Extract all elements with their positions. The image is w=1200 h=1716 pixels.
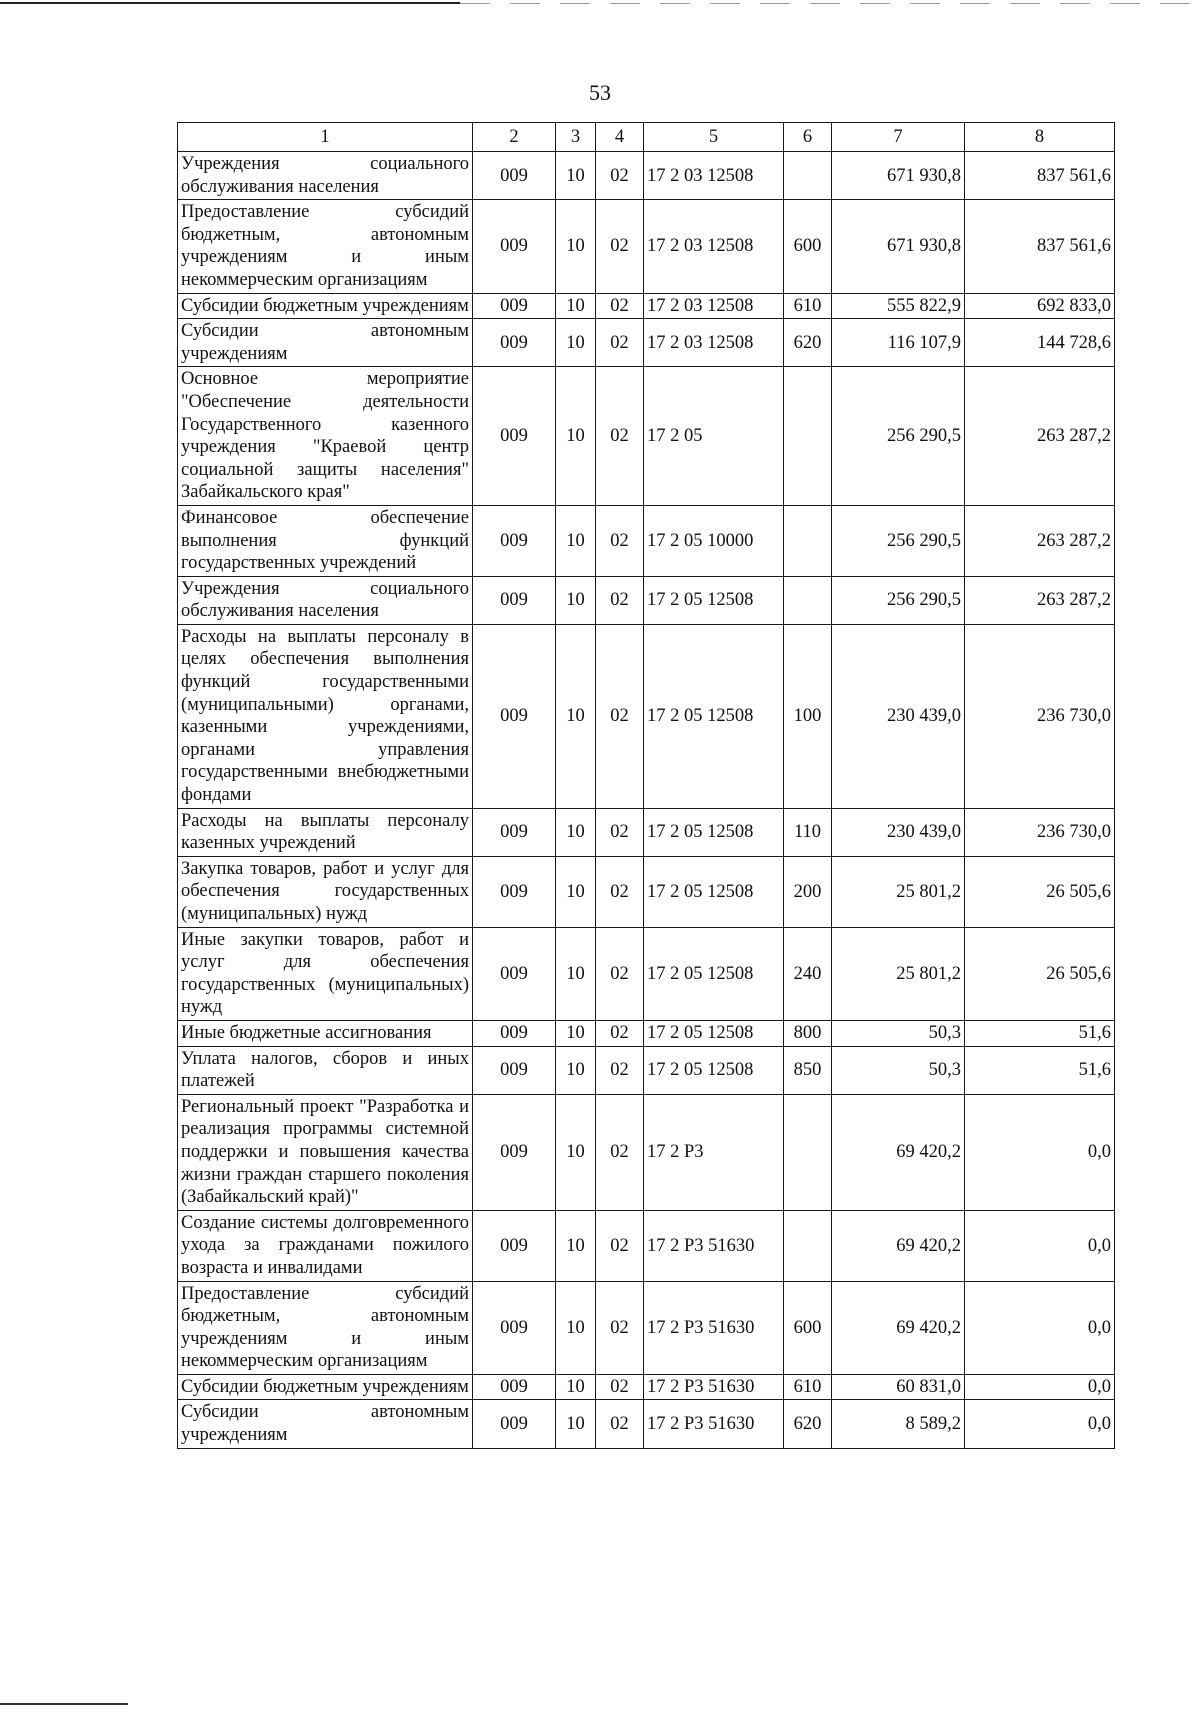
row-amount-year-1: 116 107,9 xyxy=(832,319,965,367)
row-amount-year-2: 692 833,0 xyxy=(965,293,1115,319)
row-section: 10 xyxy=(556,808,596,856)
row-subsection: 02 xyxy=(596,1094,644,1210)
row-amount-year-1: 256 290,5 xyxy=(832,576,965,624)
table-row xyxy=(178,1374,1115,1400)
table-body xyxy=(178,152,1115,1449)
table-row xyxy=(178,624,1115,808)
row-amount-year-1: 671 930,8 xyxy=(832,152,965,200)
row-name: Региональный проект "Разработка и реализация программы системной поддержки и повышения качества жизни граждан старшего поколения (Забайкальский край)" xyxy=(178,1094,473,1210)
row-name: Субсидии автономным учреждениям xyxy=(178,1400,473,1448)
row-amount-year-1: 69 420,2 xyxy=(832,1281,965,1374)
scan-edge-line-bottom xyxy=(0,1703,128,1705)
row-target-article: 17 2 05 12508 xyxy=(644,1020,784,1046)
row-section: 10 xyxy=(556,1374,596,1400)
header-col-6: 6 xyxy=(784,123,832,152)
row-section: 10 xyxy=(556,856,596,927)
row-section: 10 xyxy=(556,505,596,576)
row-amount-year-2: 263 287,2 xyxy=(965,505,1115,576)
table-row xyxy=(178,1210,1115,1281)
row-ministry-code: 009 xyxy=(473,927,556,1020)
row-ministry-code: 009 xyxy=(473,1210,556,1281)
row-ministry-code: 009 xyxy=(473,200,556,293)
row-expense-type: 600 xyxy=(784,200,832,293)
row-ministry-code: 009 xyxy=(473,856,556,927)
table-row xyxy=(178,1020,1115,1046)
table-row xyxy=(178,808,1115,856)
row-amount-year-2: 236 730,0 xyxy=(965,808,1115,856)
row-ministry-code: 009 xyxy=(473,1020,556,1046)
row-name: Субсидии бюджетным учреждениям xyxy=(178,293,473,319)
row-amount-year-1: 50,3 xyxy=(832,1046,965,1094)
row-target-article: 17 2 03 12508 xyxy=(644,293,784,319)
row-amount-year-2: 263 287,2 xyxy=(965,367,1115,506)
row-name: Субсидии автономным учреждениям xyxy=(178,319,473,367)
row-amount-year-2: 0,0 xyxy=(965,1094,1115,1210)
row-expense-type xyxy=(784,1210,832,1281)
row-target-article: 17 2 Р3 51630 xyxy=(644,1400,784,1448)
table-row xyxy=(178,927,1115,1020)
row-target-article: 17 2 05 12508 xyxy=(644,624,784,808)
row-amount-year-2: 51,6 xyxy=(965,1020,1115,1046)
row-amount-year-2: 0,0 xyxy=(965,1210,1115,1281)
row-amount-year-2: 236 730,0 xyxy=(965,624,1115,808)
row-amount-year-2: 837 561,6 xyxy=(965,200,1115,293)
page-number: 53 xyxy=(589,80,611,105)
row-section: 10 xyxy=(556,1094,596,1210)
row-expense-type: 200 xyxy=(784,856,832,927)
row-subsection: 02 xyxy=(596,624,644,808)
row-section: 10 xyxy=(556,319,596,367)
row-target-article: 17 2 05 12508 xyxy=(644,808,784,856)
row-expense-type: 610 xyxy=(784,293,832,319)
row-target-article: 17 2 05 12508 xyxy=(644,927,784,1020)
row-ministry-code: 009 xyxy=(473,505,556,576)
row-name: Финансовое обеспечение выполнения функций государственных учреждений xyxy=(178,505,473,576)
row-subsection: 02 xyxy=(596,927,644,1020)
row-subsection: 02 xyxy=(596,152,644,200)
row-target-article: 17 2 Р3 51630 xyxy=(644,1281,784,1374)
row-target-article: 17 2 Р3 xyxy=(644,1094,784,1210)
row-section: 10 xyxy=(556,152,596,200)
row-section: 10 xyxy=(556,576,596,624)
row-amount-year-2: 0,0 xyxy=(965,1374,1115,1400)
row-ministry-code: 009 xyxy=(473,293,556,319)
row-name: Учреждения социального обслуживания населения xyxy=(178,152,473,200)
row-subsection: 02 xyxy=(596,856,644,927)
row-ministry-code: 009 xyxy=(473,1094,556,1210)
row-name: Субсидии бюджетным учреждениям xyxy=(178,1374,473,1400)
row-ministry-code: 009 xyxy=(473,367,556,506)
row-target-article: 17 2 03 12508 xyxy=(644,200,784,293)
row-target-article: 17 2 05 12508 xyxy=(644,576,784,624)
row-subsection: 02 xyxy=(596,576,644,624)
row-amount-year-1: 50,3 xyxy=(832,1020,965,1046)
row-name: Закупка товаров, работ и услуг для обеспечения государственных (муниципальных) нужд xyxy=(178,856,473,927)
row-ministry-code: 009 xyxy=(473,152,556,200)
row-amount-year-1: 69 420,2 xyxy=(832,1094,965,1210)
row-section: 10 xyxy=(556,367,596,506)
row-name: Основное мероприятие "Обеспечение деятельности Государственного казенного учреждения "Краевой центр социальной защиты населения" Забайкальского края" xyxy=(178,367,473,506)
header-col-8: 8 xyxy=(965,123,1115,152)
header-col-3: 3 xyxy=(556,123,596,152)
row-expense-type xyxy=(784,367,832,506)
row-name: Предоставление субсидий бюджетным, автономным учреждениям и иным некоммерческим организациям xyxy=(178,200,473,293)
table-row xyxy=(178,505,1115,576)
row-ministry-code: 009 xyxy=(473,1281,556,1374)
row-section: 10 xyxy=(556,1046,596,1094)
table-row xyxy=(178,293,1115,319)
row-expense-type xyxy=(784,576,832,624)
row-name: Предоставление субсидий бюджетным, автономным учреждениям и иным некоммерческим организациям xyxy=(178,1281,473,1374)
row-name: Иные закупки товаров, работ и услуг для обеспечения государственных (муниципальных) нужд xyxy=(178,927,473,1020)
row-amount-year-1: 671 930,8 xyxy=(832,200,965,293)
header-col-4: 4 xyxy=(596,123,644,152)
row-amount-year-1: 230 439,0 xyxy=(832,624,965,808)
row-amount-year-2: 51,6 xyxy=(965,1046,1115,1094)
row-section: 10 xyxy=(556,1210,596,1281)
row-name: Создание системы долговременного ухода за гражданами пожилого возраста и инвалидами xyxy=(178,1210,473,1281)
row-expense-type: 800 xyxy=(784,1020,832,1046)
row-ministry-code: 009 xyxy=(473,1374,556,1400)
row-amount-year-2: 263 287,2 xyxy=(965,576,1115,624)
table-row xyxy=(178,367,1115,506)
row-amount-year-1: 8 589,2 xyxy=(832,1400,965,1448)
table-row xyxy=(178,319,1115,367)
row-expense-type: 850 xyxy=(784,1046,832,1094)
row-ministry-code: 009 xyxy=(473,1400,556,1448)
row-amount-year-1: 230 439,0 xyxy=(832,808,965,856)
row-target-article: 17 2 05 12508 xyxy=(644,856,784,927)
row-amount-year-1: 60 831,0 xyxy=(832,1374,965,1400)
scan-edge-line-top xyxy=(0,2,460,4)
header-row xyxy=(178,123,1115,152)
row-section: 10 xyxy=(556,293,596,319)
header-col-7: 7 xyxy=(832,123,965,152)
row-expense-type: 620 xyxy=(784,1400,832,1448)
row-section: 10 xyxy=(556,624,596,808)
header-col-5: 5 xyxy=(644,123,784,152)
row-subsection: 02 xyxy=(596,1400,644,1448)
row-expense-type: 100 xyxy=(784,624,832,808)
row-name: Учреждения социального обслуживания населения xyxy=(178,576,473,624)
row-target-article: 17 2 Р3 51630 xyxy=(644,1374,784,1400)
row-target-article: 17 2 05 12508 xyxy=(644,1046,784,1094)
row-ministry-code: 009 xyxy=(473,808,556,856)
table-row xyxy=(178,1400,1115,1448)
table-row xyxy=(178,152,1115,200)
row-expense-type xyxy=(784,1094,832,1210)
row-subsection: 02 xyxy=(596,505,644,576)
row-expense-type: 240 xyxy=(784,927,832,1020)
row-amount-year-1: 256 290,5 xyxy=(832,505,965,576)
row-subsection: 02 xyxy=(596,200,644,293)
row-target-article: 17 2 05 10000 xyxy=(644,505,784,576)
row-name: Расходы на выплаты персоналу в целях обеспечения выполнения функций государственными (муниципальными) органами, казенными учреждениями, органами управления государственными внебюджетными фондами xyxy=(178,624,473,808)
row-amount-year-1: 25 801,2 xyxy=(832,927,965,1020)
header-col-2: 2 xyxy=(473,123,556,152)
row-subsection: 02 xyxy=(596,1020,644,1046)
row-name: Расходы на выплаты персоналу казенных учреждений xyxy=(178,808,473,856)
row-section: 10 xyxy=(556,200,596,293)
row-expense-type xyxy=(784,152,832,200)
row-ministry-code: 009 xyxy=(473,624,556,808)
row-expense-type: 110 xyxy=(784,808,832,856)
table-row xyxy=(178,576,1115,624)
row-target-article: 17 2 03 12508 xyxy=(644,319,784,367)
row-subsection: 02 xyxy=(596,293,644,319)
row-target-article: 17 2 05 xyxy=(644,367,784,506)
row-subsection: 02 xyxy=(596,1046,644,1094)
header-col-1: 1 xyxy=(178,123,473,152)
row-amount-year-1: 69 420,2 xyxy=(832,1210,965,1281)
row-amount-year-2: 837 561,6 xyxy=(965,152,1115,200)
row-amount-year-2: 26 505,6 xyxy=(965,856,1115,927)
row-amount-year-2: 0,0 xyxy=(965,1400,1115,1448)
row-ministry-code: 009 xyxy=(473,319,556,367)
row-name: Уплата налогов, сборов и иных платежей xyxy=(178,1046,473,1094)
row-amount-year-2: 26 505,6 xyxy=(965,927,1115,1020)
table-row xyxy=(178,200,1115,293)
row-name: Иные бюджетные ассигнования xyxy=(178,1020,473,1046)
row-target-article: 17 2 03 12508 xyxy=(644,152,784,200)
budget-table xyxy=(177,122,1115,1449)
row-target-article: 17 2 Р3 51630 xyxy=(644,1210,784,1281)
table-row xyxy=(178,1281,1115,1374)
table-row xyxy=(178,1094,1115,1210)
row-ministry-code: 009 xyxy=(473,1046,556,1094)
row-ministry-code: 009 xyxy=(473,576,556,624)
table-row xyxy=(178,1046,1115,1094)
row-expense-type: 610 xyxy=(784,1374,832,1400)
row-amount-year-1: 25 801,2 xyxy=(832,856,965,927)
row-section: 10 xyxy=(556,927,596,1020)
row-amount-year-1: 256 290,5 xyxy=(832,367,965,506)
scan-edge-dashes-top xyxy=(460,3,1200,4)
row-section: 10 xyxy=(556,1400,596,1448)
row-amount-year-2: 0,0 xyxy=(965,1281,1115,1374)
row-amount-year-1: 555 822,9 xyxy=(832,293,965,319)
row-subsection: 02 xyxy=(596,367,644,506)
row-section: 10 xyxy=(556,1281,596,1374)
row-section: 10 xyxy=(556,1020,596,1046)
row-subsection: 02 xyxy=(596,1374,644,1400)
row-subsection: 02 xyxy=(596,1210,644,1281)
row-subsection: 02 xyxy=(596,808,644,856)
row-amount-year-2: 144 728,6 xyxy=(965,319,1115,367)
row-expense-type: 620 xyxy=(784,319,832,367)
row-subsection: 02 xyxy=(596,1281,644,1374)
row-expense-type: 600 xyxy=(784,1281,832,1374)
row-subsection: 02 xyxy=(596,319,644,367)
row-expense-type xyxy=(784,505,832,576)
table-row xyxy=(178,856,1115,927)
